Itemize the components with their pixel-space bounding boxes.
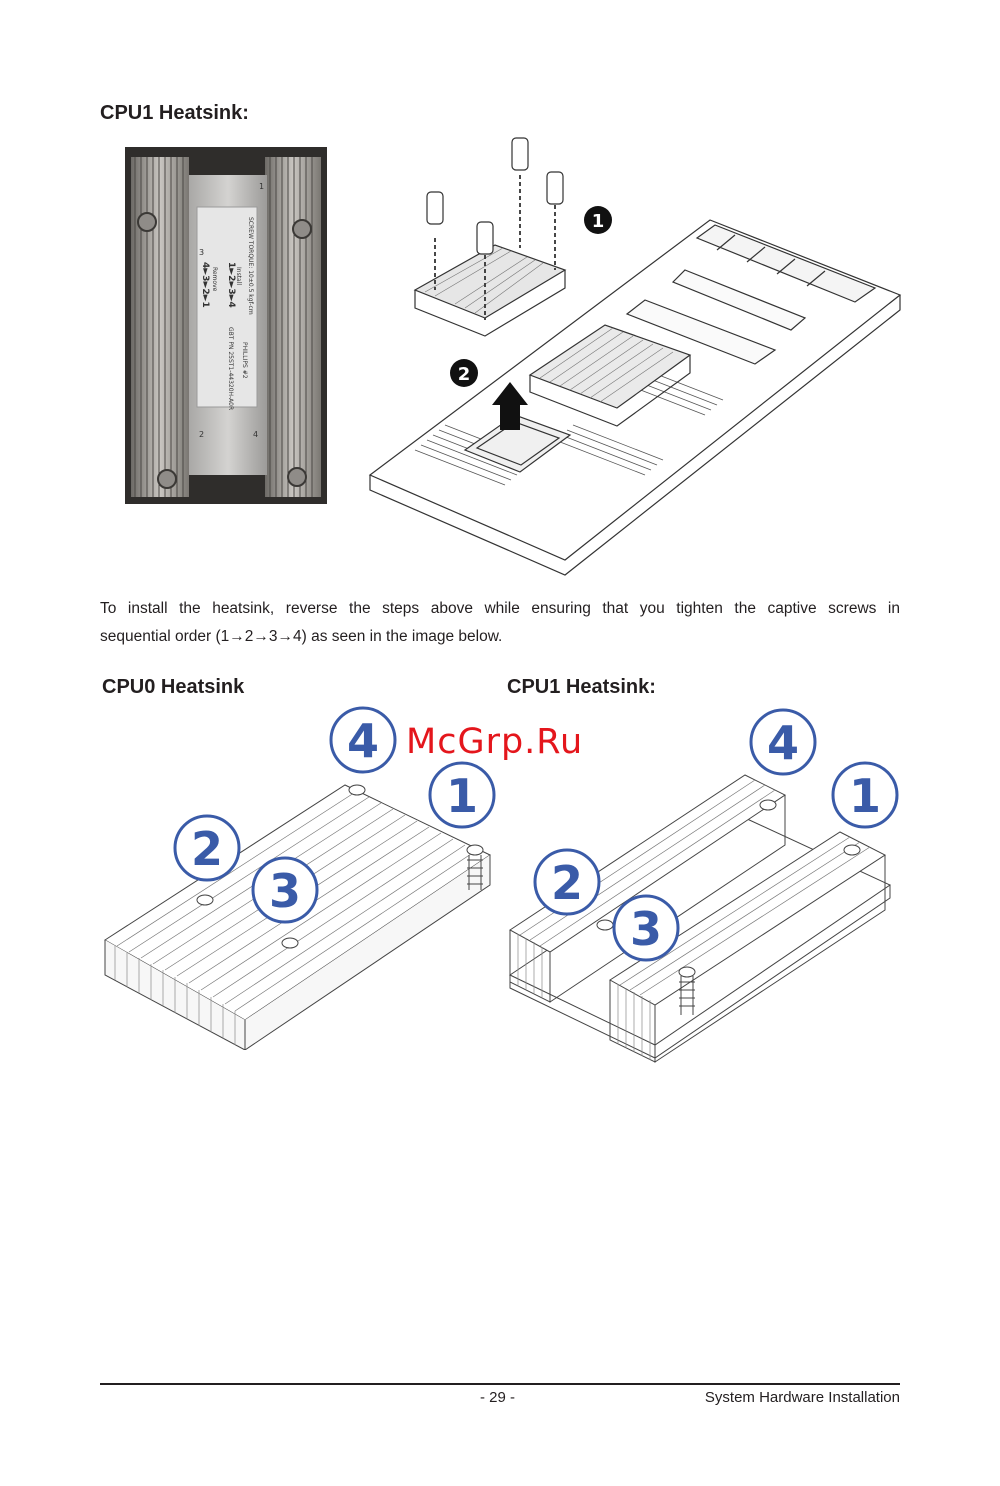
install-label: Install <box>235 267 242 286</box>
footer-section-title: System Hardware Installation <box>704 1389 900 1406</box>
cpu0-number-1: 1 <box>445 769 479 823</box>
step-2-label: 2 <box>457 364 471 385</box>
photo-corner-1: 1 <box>259 182 265 191</box>
section-heading: CPU1 Heatsink: <box>100 102 249 124</box>
photo-corner-2: 2 <box>199 430 205 439</box>
cpu1-heatsink-title: CPU1 Heatsink: <box>507 676 656 698</box>
instruction-line-2: sequential order (1→2→3→4) as seen in the image below. <box>100 628 503 645</box>
page-number: - 29 - <box>480 1389 516 1406</box>
cpu0-heatsink-title: CPU0 Heatsink <box>102 676 245 698</box>
torque-label: SCREW TORQUE: 10±0.5 kgf-cm <box>247 217 254 315</box>
instruction-paragraph <box>100 595 900 651</box>
cpu1-number-3: 3 <box>629 902 663 956</box>
cpu0-number-3: 3 <box>268 864 302 918</box>
cpu1-number-2: 2 <box>550 856 584 910</box>
footer-divider <box>100 1383 900 1385</box>
cpu1-number-1: 1 <box>848 769 882 823</box>
instruction-line-1: To install the heatsink, reverse the steps above while ensuring that you tighten the captive screws in <box>100 600 900 617</box>
removal-diagram <box>355 130 915 580</box>
cpu1-number-4: 4 <box>766 716 800 770</box>
heatsink-photo <box>125 147 327 504</box>
remove-sequence: 4►3►2►1 <box>200 262 210 308</box>
part-number-label: GBT PN 25ST1-44320H-A0R <box>227 327 234 411</box>
cpu0-number-2: 2 <box>190 822 224 876</box>
remove-label: Remove <box>211 267 218 292</box>
brand-label: PHILLIPS #2 <box>241 342 248 379</box>
photo-corner-3: 3 <box>199 248 205 257</box>
install-sequence: 1►2►3►4 <box>226 262 236 308</box>
photo-corner-4: 4 <box>253 430 259 439</box>
watermark: McGrp.Ru <box>406 722 584 762</box>
step-1-label: 1 <box>591 211 605 232</box>
cpu0-number-4: 4 <box>346 714 380 768</box>
